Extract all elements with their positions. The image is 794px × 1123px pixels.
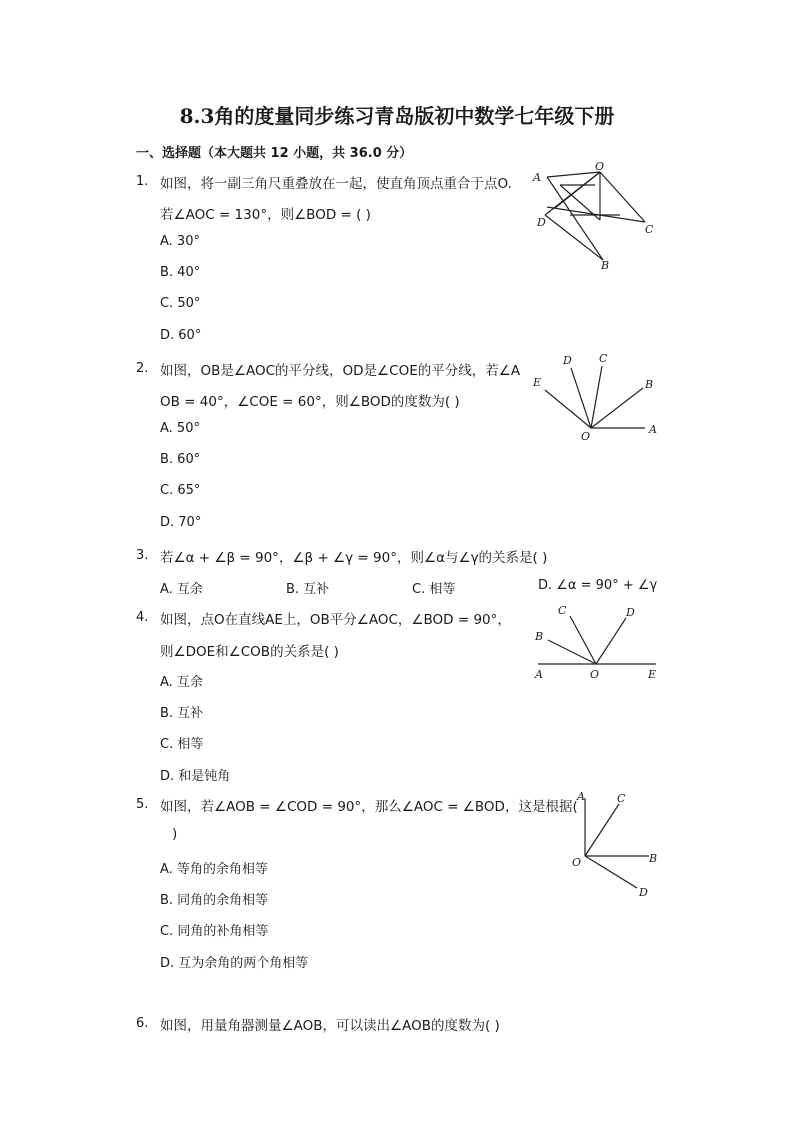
figure-line: [555, 172, 600, 208]
question-number: 2.: [136, 361, 149, 376]
question-number: 4.: [136, 610, 149, 625]
page-title: 8.3角的度量同步练习青岛版初中数学七年级下册: [179, 104, 615, 128]
question-text-line: 若∠α + ∠β = 90°，∠β + ∠γ = 90°，则∠α与∠γ的关系是( ): [160, 550, 548, 566]
option-c[interactable]: C. 相等: [160, 737, 204, 752]
figure-label: B: [645, 378, 654, 391]
figure-label: A: [577, 790, 585, 803]
figure-label: D: [626, 606, 635, 619]
option-a[interactable]: A. 30°: [160, 234, 200, 249]
option-b[interactable]: B. 60°: [160, 452, 201, 467]
figure-line: [596, 618, 626, 664]
figure-label: E: [648, 668, 657, 681]
figure-label: O: [581, 430, 591, 443]
question-text-line: OB = 40°，∠COE = 60°，则∠BOD的度数为( ): [160, 394, 460, 410]
question-text-line: 如图，用量角器测量∠AOB，可以读出∠AOB的度数为( ): [160, 1018, 500, 1034]
option-a[interactable]: A. 互余: [160, 582, 203, 597]
figure-label: C: [558, 604, 567, 617]
figure-label: D: [639, 886, 648, 899]
complementary-angles-figure: [565, 786, 665, 901]
option-b[interactable]: B. 互补: [286, 582, 330, 597]
option-b[interactable]: B. 同角的余角相等: [160, 893, 269, 908]
option-c[interactable]: C. 同角的补角相等: [160, 924, 269, 939]
figure-label: A: [649, 423, 657, 436]
figure-line: [585, 856, 637, 888]
question-text-line: ): [172, 826, 178, 842]
option-a[interactable]: A. 等角的余角相等: [160, 862, 268, 877]
section-heading: 一、选择题（本大题共 12 小题，共 36.0 分）: [136, 146, 413, 161]
option-d[interactable]: D. ∠α = 90° + ∠γ: [538, 578, 658, 593]
triangle-rulers-figure: [525, 160, 665, 275]
figure-label: O: [590, 668, 600, 681]
question-text-line: 则∠DOE和∠COB的关系是( ): [160, 644, 339, 660]
figure-line: [548, 640, 596, 664]
figure-label: C: [617, 792, 626, 805]
figure-line: [570, 616, 596, 664]
figure-line: [547, 172, 600, 177]
figure-label: B: [535, 630, 544, 643]
option-c[interactable]: C. 65°: [160, 483, 201, 498]
option-c[interactable]: C. 相等: [412, 582, 456, 597]
figure-line: [585, 804, 619, 856]
figure-label: B: [649, 852, 658, 865]
figure-label: A: [535, 668, 543, 681]
figure-label: O: [572, 856, 582, 869]
option-b[interactable]: B. 互补: [160, 706, 204, 721]
figure-label: A: [533, 171, 541, 184]
option-d[interactable]: D. 和是钝角: [160, 769, 231, 784]
option-a[interactable]: A. 50°: [160, 421, 200, 436]
question-text-line: 如图，若∠AOB = ∠COD = 90°，那么∠AOC = ∠BOD，这是根据(: [160, 799, 578, 815]
question-number: 5.: [136, 797, 149, 812]
figure-label: C: [645, 223, 654, 236]
question-number: 3.: [136, 548, 149, 563]
option-b[interactable]: B. 40°: [160, 265, 201, 280]
figure-line: [591, 388, 643, 428]
question-text-line: 如图，OB是∠AOC的平分线，OD是∠COE的平分线，若∠A: [160, 363, 521, 379]
question-text-line: 如图，点O在直线AE上，OB平分∠AOC，∠BOD = 90°，: [160, 612, 511, 628]
option-d[interactable]: D. 互为余角的两个角相等: [160, 956, 309, 971]
question-number: 1.: [136, 174, 149, 189]
question-text-line: 若∠AOC = 130°，则∠BOD = ( ): [160, 207, 371, 223]
option-c[interactable]: C. 50°: [160, 296, 201, 311]
figure-label: O: [595, 160, 605, 173]
option-d[interactable]: D. 70°: [160, 515, 202, 530]
option-a[interactable]: A. 互余: [160, 675, 203, 690]
figure-label: B: [601, 259, 610, 272]
question-number: 6.: [136, 1016, 149, 1031]
straight-line-angle-figure: [530, 598, 665, 683]
figure-line: [547, 177, 603, 260]
figure-label: D: [563, 354, 572, 367]
figure-label: E: [533, 376, 542, 389]
figure-line: [545, 215, 603, 260]
figure-line: [591, 366, 602, 428]
question-text-line: 如图，将一副三角尺重叠放在一起，使直角顶点重合于点O.: [160, 176, 512, 192]
figure-label: D: [537, 216, 546, 229]
option-d[interactable]: D. 60°: [160, 328, 202, 343]
figure-label: C: [599, 352, 608, 365]
angle-bisector-figure: [525, 348, 665, 443]
